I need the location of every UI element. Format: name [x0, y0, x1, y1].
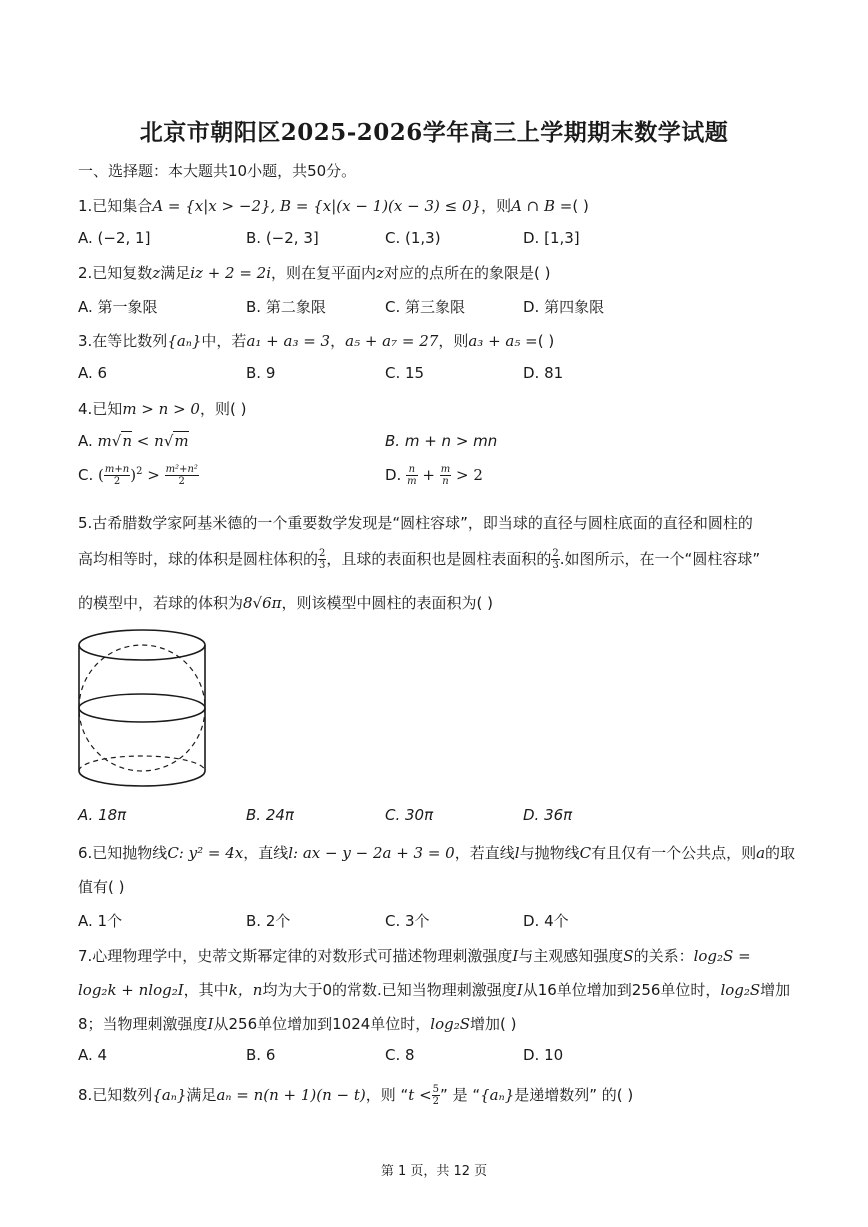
q8-math-seq2: {aₙ}	[480, 1086, 515, 1104]
q5-option-a: A. 18π	[78, 806, 127, 824]
q7-math-i3: I	[207, 1015, 214, 1033]
q7-option-b: B. 6	[246, 1046, 276, 1064]
q6-text-c: ，若直线	[454, 844, 515, 862]
q5-text-c: .如图所示，在一个“圆柱容球”	[559, 550, 761, 568]
q4-text-b: ，则( )	[199, 400, 247, 418]
q4-option-d	[385, 464, 483, 487]
q2-math-z: z	[152, 264, 161, 282]
q6-math-parabola: C: y² = 4x	[167, 844, 244, 862]
q7-math-formula: log₂k + nlog₂I	[78, 981, 184, 999]
q3-text-d: ，则	[438, 332, 469, 350]
q2-text-a: 2.已知复数	[78, 264, 153, 282]
q2-math-eq: iz + 2 = 2i	[190, 264, 272, 282]
q7-math-log2: log₂S	[720, 981, 761, 999]
question-8-stem	[78, 1084, 633, 1107]
cylinder-bottom-back	[79, 756, 205, 771]
q8-text-c: ，则 “	[365, 1086, 409, 1104]
q7-option-c: C. 8	[385, 1046, 415, 1064]
q5-text-b: ，且球的表面积也是圆柱表面积的	[326, 550, 552, 568]
q4-d-plus: +	[422, 466, 435, 484]
q1-option-c: C. (1,3)	[385, 229, 441, 247]
q8-text-a: 8.已知数列	[78, 1086, 153, 1104]
q3-math-seq: {aₙ}	[167, 332, 202, 350]
q3-option-c: C. 15	[385, 364, 425, 382]
q6-math-l: l	[514, 844, 520, 862]
cylinder-bottom-front	[79, 771, 205, 786]
q2-option-c: C. 第三象限	[385, 298, 466, 316]
q6-text-f: 的取	[765, 844, 796, 862]
section-heading: 一、选择题：本大题共10小题，共50分。	[78, 162, 357, 180]
q1-math-intersection: A ∩ B =	[511, 197, 573, 215]
q6-option-c: C. 3个	[385, 912, 430, 930]
q6-text-d: 与抛物线	[519, 844, 580, 862]
q4-option-a: A. m√n < n√m	[78, 432, 189, 450]
q7-text-c: 的关系：	[633, 947, 694, 965]
q2-text-b: 满足	[160, 264, 191, 282]
q7-math-kn: k，n	[228, 981, 263, 999]
q3-text-e: ( )	[537, 332, 555, 350]
q7-math-i2: I	[516, 981, 523, 999]
q7-math-log3: log₂S	[430, 1015, 471, 1033]
q1-option-b: B. (−2, 3]	[246, 229, 319, 247]
q4-c-exp: 2	[136, 466, 143, 477]
q1-option-d: D. [1,3]	[523, 229, 580, 247]
q7-text-e: 均为大于0的常数.已知当物理刺激强度	[262, 981, 517, 999]
cylinder-top-ellipse	[79, 630, 205, 660]
question-7-line-2	[78, 979, 790, 1000]
q6-math-c: C	[579, 844, 592, 862]
q4-a-m: m	[97, 432, 112, 450]
q3-math-e3: a₃ + a₅ =	[468, 332, 538, 350]
q6-option-b: B. 2个	[246, 912, 291, 930]
q5-math-volume: 8√6π	[243, 594, 282, 612]
q7-option-d: D. 10	[523, 1046, 564, 1064]
question-7-line-3	[78, 1013, 517, 1034]
q6-math-line: l: ax − y − 2a + 3 = 0	[288, 844, 455, 862]
q5-text-e: ，则该模型中圆柱的表面积为( )	[281, 594, 494, 612]
q2-option-d: D. 第四象限	[523, 298, 605, 316]
q7-option-a: A. 4	[78, 1046, 108, 1064]
q3-option-d: D. 81	[523, 364, 564, 382]
q5-frac-area: $\frac{2}{3}$	[552, 548, 559, 571]
q8-math-t: t <	[408, 1086, 432, 1104]
q7-text-i: 从256单位增加到1024单位时，	[213, 1015, 431, 1033]
q5-option-b: B. 24π	[246, 806, 294, 824]
q7-text-g: 增加	[760, 981, 791, 999]
q7-math-log1: log₂S =	[693, 947, 751, 965]
q8-text-b: 满足	[186, 1086, 217, 1104]
q4-a-lt: <	[136, 432, 150, 450]
cylinder-sphere-figure	[76, 625, 212, 791]
question-6-line-1	[78, 842, 795, 863]
q7-math-i: I	[512, 947, 519, 965]
q2-math-z2: z	[376, 264, 384, 282]
page-footer: 第 1 页，共 12 页	[380, 1164, 488, 1179]
sphere-equator-back	[79, 694, 205, 708]
question-2-stem	[78, 262, 550, 283]
q8-text-d: ” 是 “	[440, 1086, 481, 1104]
q4-a-sqrt-m: m	[174, 432, 189, 450]
q6-math-a: a	[756, 844, 766, 862]
q1-text-b: ，则	[481, 197, 512, 215]
q1-math-sets: A = {x|x > −2}, B = {x|(x − 1)(x − 3) ≤ 0}	[152, 197, 482, 215]
q4-option-b: B. m + n > mn	[385, 432, 498, 450]
q4-c-frac1: $\frac{m+n}{2}$	[104, 464, 130, 487]
q2-text-d: 对应的点所在的象限是( )	[383, 264, 551, 282]
q4-a-sqrt-n: n	[122, 432, 133, 450]
q5-text-a: 高均相等时，球的体积是圆柱体积的	[78, 550, 319, 568]
q5-text-d: 的模型中，若球的体积为	[78, 594, 244, 612]
q3-math-e2: a₅ + a₇ = 27	[345, 332, 439, 350]
q4-text-a: 4.已知	[78, 400, 123, 418]
q4-c-gt: >	[147, 466, 160, 484]
q6-option-a: A. 1个	[78, 912, 123, 930]
question-5-line-2	[78, 548, 760, 571]
q3-text-c: ，	[330, 332, 346, 350]
q3-option-b: B. 9	[246, 364, 276, 382]
q3-text-b: 中，若	[201, 332, 247, 350]
q7-text-f: 从16单位增加到256单位时，	[522, 981, 721, 999]
q7-text-j: 增加( )	[470, 1015, 517, 1033]
q5-option-c: C. 30π	[385, 806, 434, 824]
q2-option-a: A. 第一象限	[78, 298, 158, 316]
q6-text-b: ，直线	[243, 844, 289, 862]
sphere-equator-front	[79, 708, 205, 722]
q4-d-label: D.	[385, 466, 402, 484]
exam-title: 北京市朝阳区2025-2026学年高三上学期期末数学试题	[139, 119, 729, 146]
q4-math-cond: m > n > 0	[122, 400, 200, 418]
q8-math-seq: {aₙ}	[152, 1086, 187, 1104]
q7-text-b: 与主观感知强度	[518, 947, 624, 965]
q4-option-c: C. ( $\frac{m+n}{2}$ )$^2$ > $\frac{\text{m²+n²}}{2}$	[78, 464, 198, 487]
question-7-line-1	[78, 945, 751, 966]
q6-option-d: D. 4个	[523, 912, 569, 930]
q6-text-e: 有且仅有一个公共点，则	[591, 844, 757, 862]
q4-c-frac2: $\frac{\text{m²+n²}}{2}$	[165, 464, 198, 487]
q5-frac-volume: $\frac{2}{3}$	[319, 548, 326, 571]
q3-math-e1: a₁ + a₃ = 3	[246, 332, 331, 350]
q8-math-eq: aₙ = n(n + 1)(n − t)	[216, 1086, 366, 1104]
q1-text-c: ( )	[572, 197, 589, 215]
q4-a-n: n	[154, 432, 164, 450]
q6-text-a: 6.已知抛物线	[78, 844, 168, 862]
q4-c-label: C.	[78, 466, 94, 484]
q4-d-tail: > 2	[456, 466, 483, 484]
question-3-stem	[78, 330, 554, 351]
q4-d-frac1: $\frac{n}{m}$	[407, 464, 417, 487]
q8-frac: $\frac{5}{2}$	[432, 1084, 440, 1107]
question-5-line-3	[78, 592, 493, 613]
q4-a-label: A.	[78, 432, 93, 450]
question-5-line-1: 5.古希腊数学家阿基米德的一个重要数学发现是“圆柱容球”，即当球的直径与圆柱底面的直径和圆柱的	[78, 514, 753, 532]
question-1-stem	[78, 195, 589, 216]
q4-d-frac2: $\frac{m}{n}$	[440, 464, 451, 487]
q1-option-a: A. (−2, 1]	[78, 229, 151, 247]
q7-text-a: 7.心理物理学中，史蒂文斯幂定律的对数形式可描述物理刺激强度	[78, 947, 513, 965]
q7-text-h: 8；当物理刺激强度	[78, 1015, 208, 1033]
q1-text-a: 1.已知集合	[78, 197, 153, 215]
q5-option-d: D. 36π	[523, 806, 573, 824]
q3-text-a: 3.在等比数列	[78, 332, 168, 350]
q7-math-s: S	[623, 947, 634, 965]
question-4-stem	[78, 398, 246, 419]
q7-text-d: ，其中	[183, 981, 229, 999]
q2-option-b: B. 第二象限	[246, 298, 326, 316]
question-6-line-2: 值有( )	[78, 878, 125, 896]
q3-option-a: A. 6	[78, 364, 108, 382]
sphere-outline	[79, 645, 205, 771]
q2-text-c: ，则在复平面内	[271, 264, 377, 282]
q8-text-e: 是递增数列” 的( )	[514, 1086, 634, 1104]
